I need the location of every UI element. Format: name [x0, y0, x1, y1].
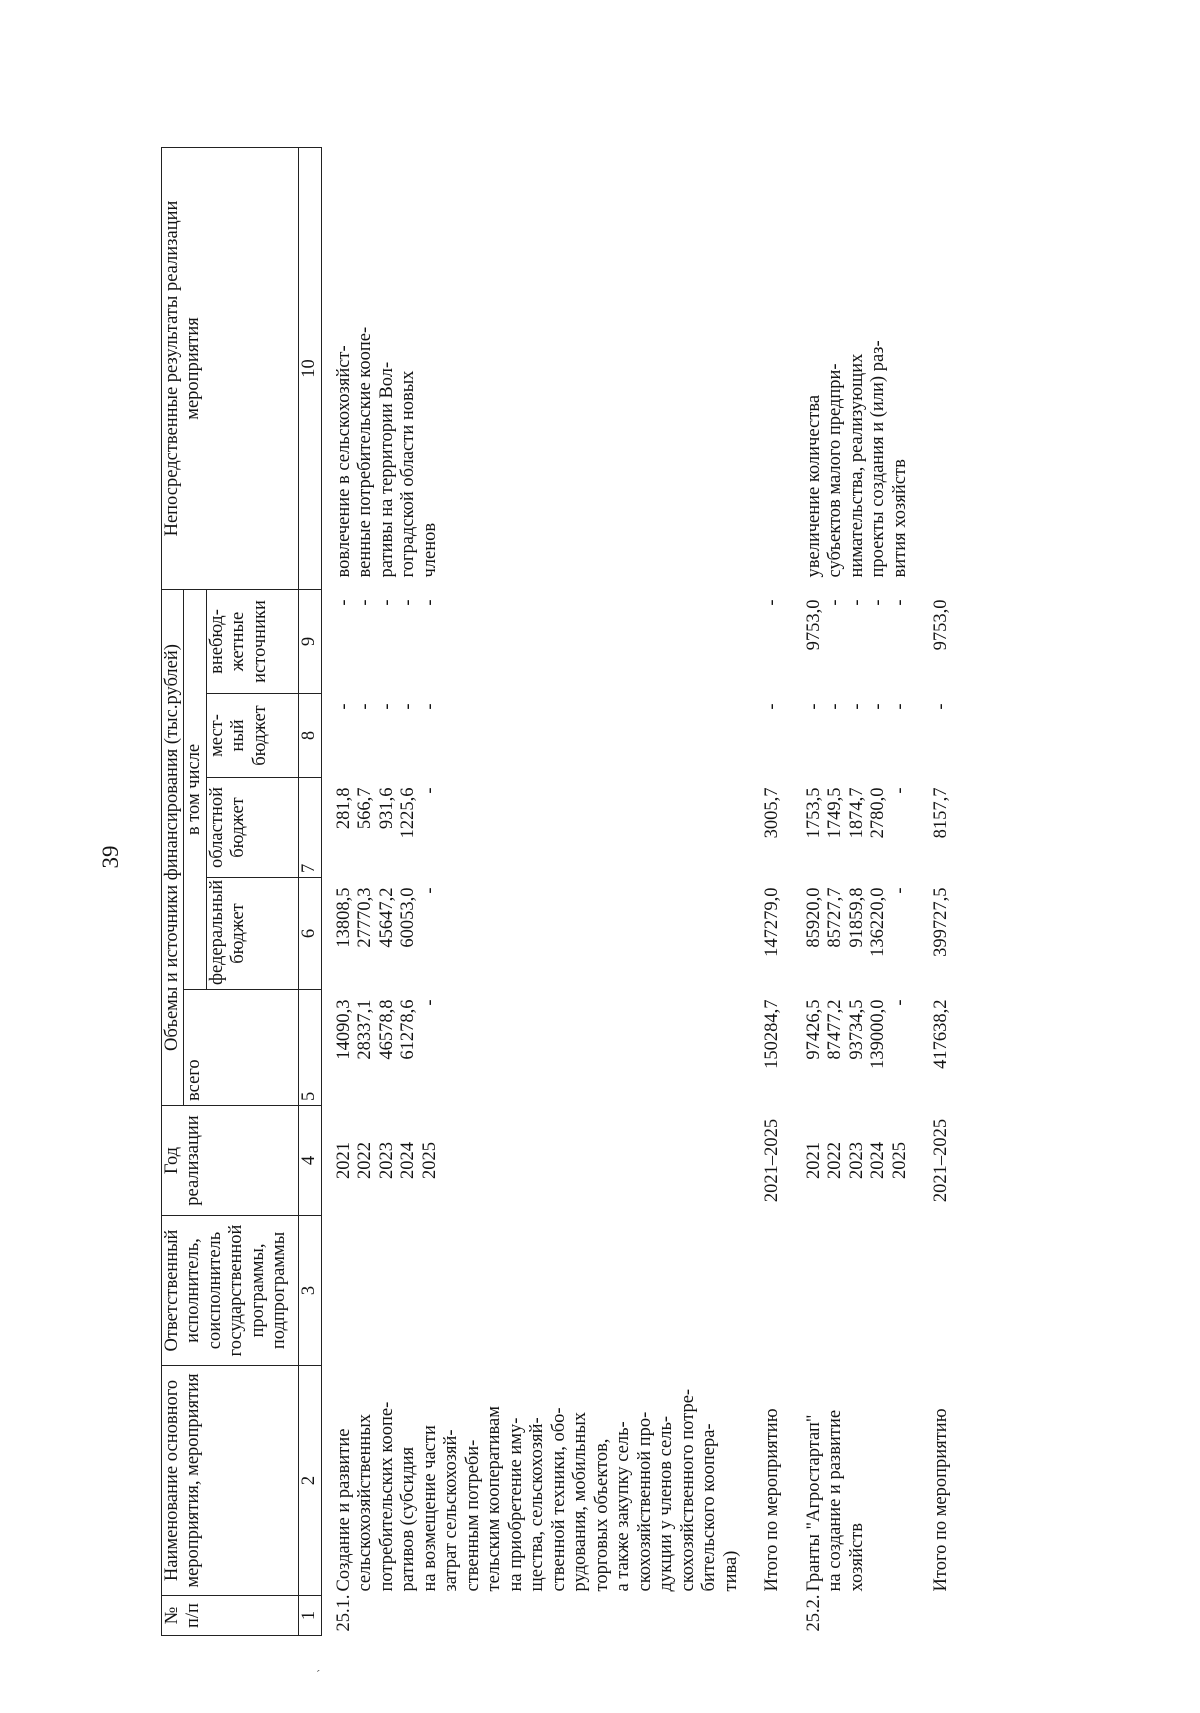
header-executor: Ответственный исполнитель, соисполнитель государственной программы, подпрограммы: [162, 1216, 299, 1366]
header-year: Год реализации: [162, 1106, 299, 1216]
row-regional: 1753,5 1749,5 1874,7 2780,0 -: [803, 787, 910, 839]
col-number: 2: [298, 1366, 321, 1596]
row-num: 25.2.: [803, 1594, 824, 1632]
table-row-total: [762, 148, 783, 1636]
row-name: Гранты "Агростартап" на создание и развитие хозяйств: [803, 1409, 867, 1592]
rotated-page: [161, 86, 1151, 1636]
header-regional: областной бюджет: [206, 778, 298, 878]
row-federal: 13808,5 27770,3 45647,2 60053,0 -: [333, 887, 440, 948]
table-row: [804, 148, 912, 1636]
row-federal: 399727,5: [931, 887, 952, 957]
row-local: -: [931, 703, 952, 710]
row-federal: 85920,0 85727,7 91859,8 136220,0 -: [803, 887, 910, 957]
row-result: вовлечение в сельскохозяйст- венные потребительские коопе- ративы на территории Вол- гоградской области новых членов: [333, 326, 440, 578]
row-regional: 281,8 566,7 931,6 1225,6 -: [333, 787, 440, 839]
row-name: Создание и развитие сельскохозяйственных потребительских коопе- ративов (субсидия на возмещение части затрат сельскохозяй- ственным потреби- тельским кооперативам на приобретение иму- щества, сельскохозяй- ственной техники, обо- рудования, мобильных торговых объектов, а также закупку сель- скохозяйственной про- дукции у членов сель- скохозяйственного потре- бительского коопера- тива): [333, 1388, 741, 1592]
row-regional: 8157,7: [931, 787, 952, 839]
col-number: 3: [298, 1216, 321, 1366]
header-name: Наименование основного мероприятия, мероприятия: [162, 1366, 299, 1596]
column-number-row: [298, 148, 321, 1636]
row-total: 417638,2: [931, 999, 952, 1069]
header-funding: Объемы и источники финансирования (тыс.рублей): [162, 590, 184, 1106]
row-local: - - - - -: [333, 703, 440, 710]
row-result: увеличение количества субъектов малого предпри- нимательства, реализующих проекты создания и (или) раз- вития хозяйств: [803, 340, 910, 578]
col-number: 9: [298, 590, 321, 694]
header-results: Непосредственные результаты реализации мероприятия: [162, 148, 299, 590]
header-extra: внебюд-жетные источники: [206, 590, 298, 694]
financing-table: [161, 147, 953, 1636]
row-total: 150284,7: [762, 999, 783, 1069]
header-local: мест-ный бюджет: [206, 694, 298, 778]
header-num: № п/п: [162, 1596, 299, 1636]
col-number: 4: [298, 1106, 321, 1216]
row-name: Итого по мероприятию: [762, 1408, 783, 1592]
row-local: - - - - -: [803, 703, 910, 710]
corner-mark: ´: [316, 1667, 321, 1682]
col-number: 10: [298, 148, 321, 590]
row-years: 2021–2025: [762, 1118, 783, 1203]
table-row: [321, 148, 742, 1636]
row-num: 25.1.: [333, 1594, 354, 1632]
table-row-total: [931, 148, 952, 1636]
row-name: Итого по мероприятию: [931, 1408, 952, 1592]
header-federal: федеральный бюджет: [206, 878, 298, 990]
row-extra: 9753,0 - - - -: [803, 599, 910, 651]
col-number: 6: [298, 878, 321, 990]
row-executor: [321, 1216, 742, 1366]
col-number: 5: [298, 990, 321, 1106]
row-local: -: [762, 703, 783, 710]
row-federal: 147279,0: [762, 887, 783, 957]
header-including: в том числе: [184, 590, 206, 990]
row-regional: 3005,7: [762, 787, 783, 839]
row-total: 97426,5 87477,2 93734,5 139000,0 -: [803, 999, 910, 1069]
row-years: 2021–2025: [931, 1118, 952, 1203]
row-years: 2021 2022 2023 2024 2025: [803, 1142, 910, 1179]
col-number: 8: [298, 694, 321, 778]
row-extra: 9753,0: [931, 599, 952, 651]
header-total: всего: [184, 990, 298, 1106]
row-years: 2021 2022 2023 2024 2025: [333, 1142, 440, 1179]
row-extra: - - - - -: [333, 599, 440, 606]
col-number: 1: [298, 1596, 321, 1636]
row-total: 14090,3 28337,1 46578,8 61278,6 -: [333, 999, 440, 1060]
row-extra: -: [762, 599, 783, 606]
page-number: 39: [98, 845, 123, 869]
col-number: 7: [298, 778, 321, 878]
